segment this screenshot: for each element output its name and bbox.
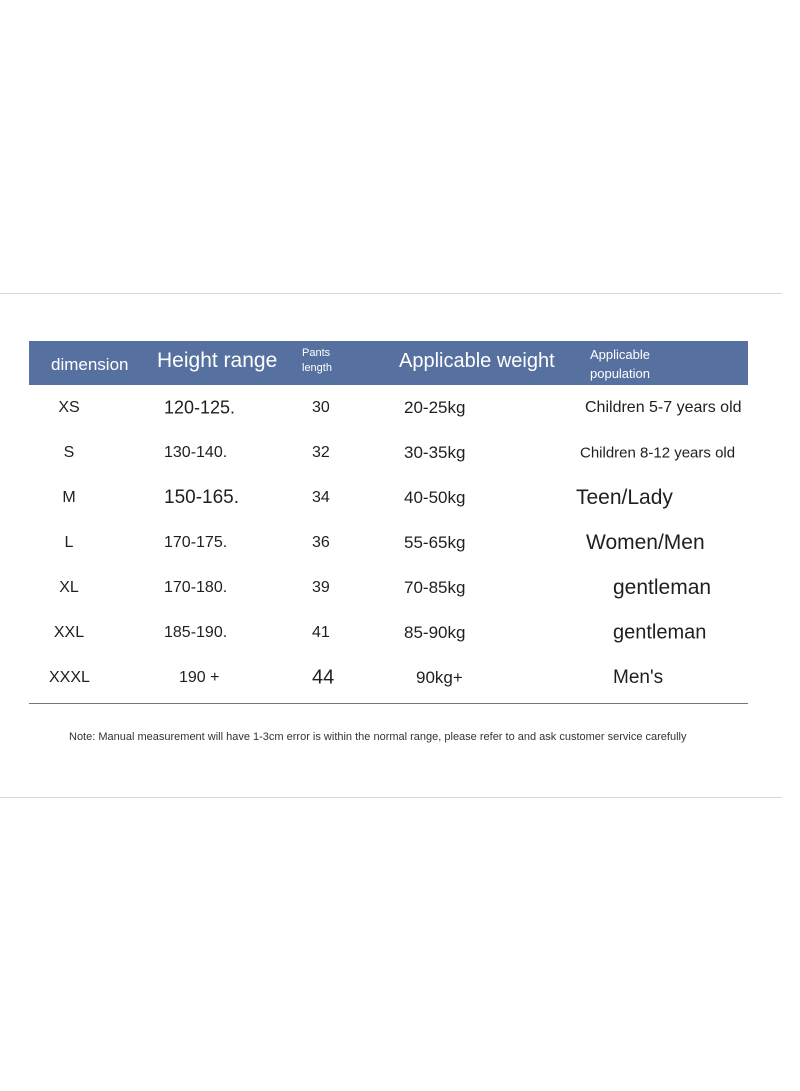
pants-length-cell: 41 (312, 623, 330, 641)
height-cell: 185-190. (164, 623, 228, 641)
height-cell: 190 + (179, 668, 220, 686)
weight-cell: 70-85kg (404, 577, 466, 597)
pants-length-cell: 39 (312, 578, 330, 596)
population-cell: Teen/Lady (576, 485, 673, 509)
population-cell: Men's (613, 666, 664, 688)
height-cell: 150-165. (164, 486, 240, 508)
table-row (29, 430, 748, 475)
top-divider (0, 293, 782, 294)
weight-cell: 30-35kg (404, 442, 466, 462)
population-cell: gentleman (613, 621, 707, 643)
header-population-line1: Applicable (590, 347, 650, 362)
size-cell: XL (59, 578, 79, 596)
measurement-note: Note: Manual measurement will have 1-3cm error is within the normal range, please refer to and ask customer service carefully (69, 731, 687, 743)
table-bottom-border (29, 703, 748, 704)
header-applicable-population (590, 345, 680, 383)
header-pants-length-line2: length (302, 362, 332, 374)
height-cell: 120-125. (164, 397, 236, 417)
size-cell: XXL (53, 623, 85, 641)
table-row (29, 655, 748, 700)
header-applicable-weight: Applicable weight (399, 350, 555, 372)
weight-cell: 85-90kg (404, 622, 466, 642)
header-pants-length-line1: Pants (302, 347, 331, 359)
population-cell: Children 8-12 years old (580, 444, 736, 461)
population-cell: gentleman (613, 575, 712, 599)
size-cell: M (62, 488, 76, 506)
bottom-divider (0, 797, 782, 798)
size-cell: XS (58, 398, 80, 416)
table-row (29, 610, 748, 655)
height-cell: 170-175. (164, 533, 228, 551)
header-population-line2: population (590, 366, 650, 381)
population-cell: Children 5-7 years old (585, 398, 742, 416)
size-cell: XXXL (49, 668, 90, 686)
pants-length-cell: 34 (312, 488, 330, 506)
size-cell: L (64, 533, 74, 551)
table-header (29, 341, 748, 385)
pants-length-cell: 36 (312, 533, 330, 551)
header-dimension: dimension (51, 355, 129, 374)
size-cell: S (63, 443, 75, 461)
table-row (29, 565, 748, 610)
weight-cell: 90kg+ (416, 667, 463, 687)
pants-length-cell: 30 (312, 398, 330, 416)
header-height-range: Height range (157, 349, 278, 372)
weight-cell: 20-25kg (404, 397, 466, 417)
weight-cell: 40-50kg (404, 487, 466, 507)
table-row (29, 385, 748, 430)
table-row (29, 475, 748, 520)
header-pants-length (302, 346, 352, 376)
weight-cell: 55-65kg (404, 532, 466, 552)
population-cell: Women/Men (586, 530, 705, 554)
pants-length-cell: 44 (312, 666, 335, 688)
height-cell: 170-180. (164, 578, 228, 596)
table-row (29, 520, 748, 565)
size-chart-table (29, 341, 748, 704)
pants-length-cell: 32 (312, 443, 330, 461)
height-cell: 130-140. (164, 443, 228, 461)
